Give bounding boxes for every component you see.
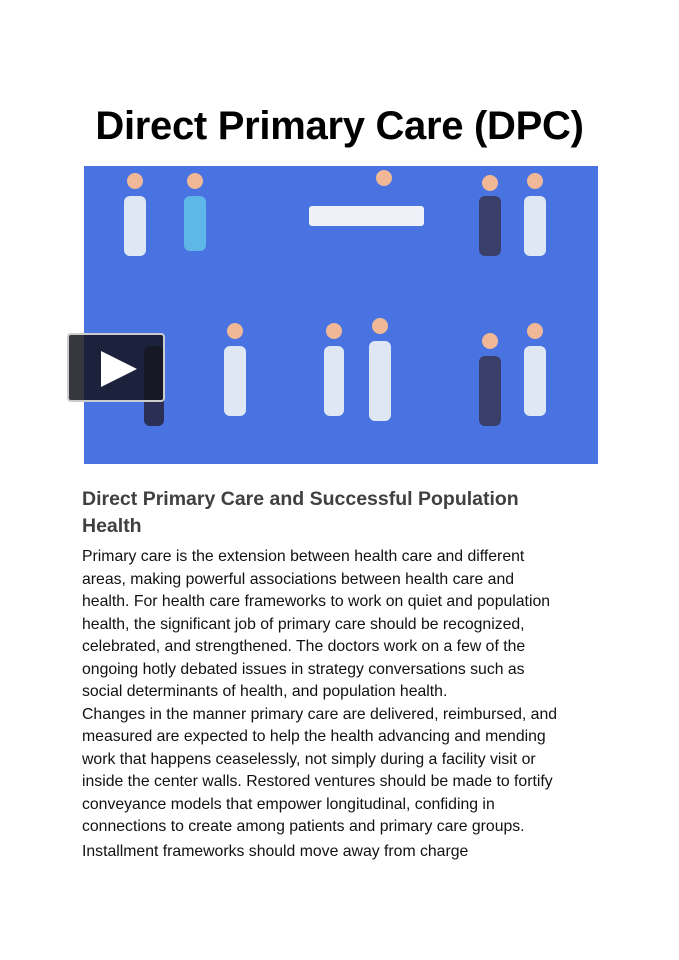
- text-line: conveyance models that empower longitudinal, confiding in: [82, 795, 495, 813]
- text-line: measured are expected to help the health advancing and mending: [82, 728, 546, 745]
- section-heading: Direct Primary Care and Successful Population Health: [82, 488, 519, 537]
- text-line: work that happens ceaselessly, not simply during a facility visit or: [82, 750, 536, 768]
- text-line: health, the significant job of primary care should be recognized,: [82, 615, 525, 633]
- text-line: inside the center walls. Restored ventures should be made to fortify: [82, 773, 553, 790]
- illustration-healthcare-people: [84, 166, 598, 464]
- play-video-button[interactable]: [67, 333, 165, 402]
- text-line: ongoing hotly debated issues in strategy conversations such as: [82, 660, 525, 678]
- text-line: celebrated, and strengthened. The doctors work on a few of the: [82, 638, 526, 655]
- page-title: Direct Primary Care (DPC): [95, 104, 584, 148]
- text-line: Changes in the manner primary care are delivered, reimbursed, and: [82, 705, 558, 723]
- text-line: Installment frameworks should move away from charge: [82, 842, 469, 860]
- text-line: health. For health care frameworks to work on quiet and population: [82, 593, 551, 610]
- play-icon: [99, 349, 139, 389]
- text-line: Primary care is the extension between health care and different: [82, 548, 525, 565]
- body-text: [82, 546, 612, 863]
- text-line: social determinants of health, and population health.: [82, 683, 448, 700]
- text-line: areas, making powerful associations between health care and: [82, 570, 515, 588]
- text-line: connections to create among patients and primary care groups.: [82, 818, 525, 835]
- people-illustration: [84, 166, 598, 464]
